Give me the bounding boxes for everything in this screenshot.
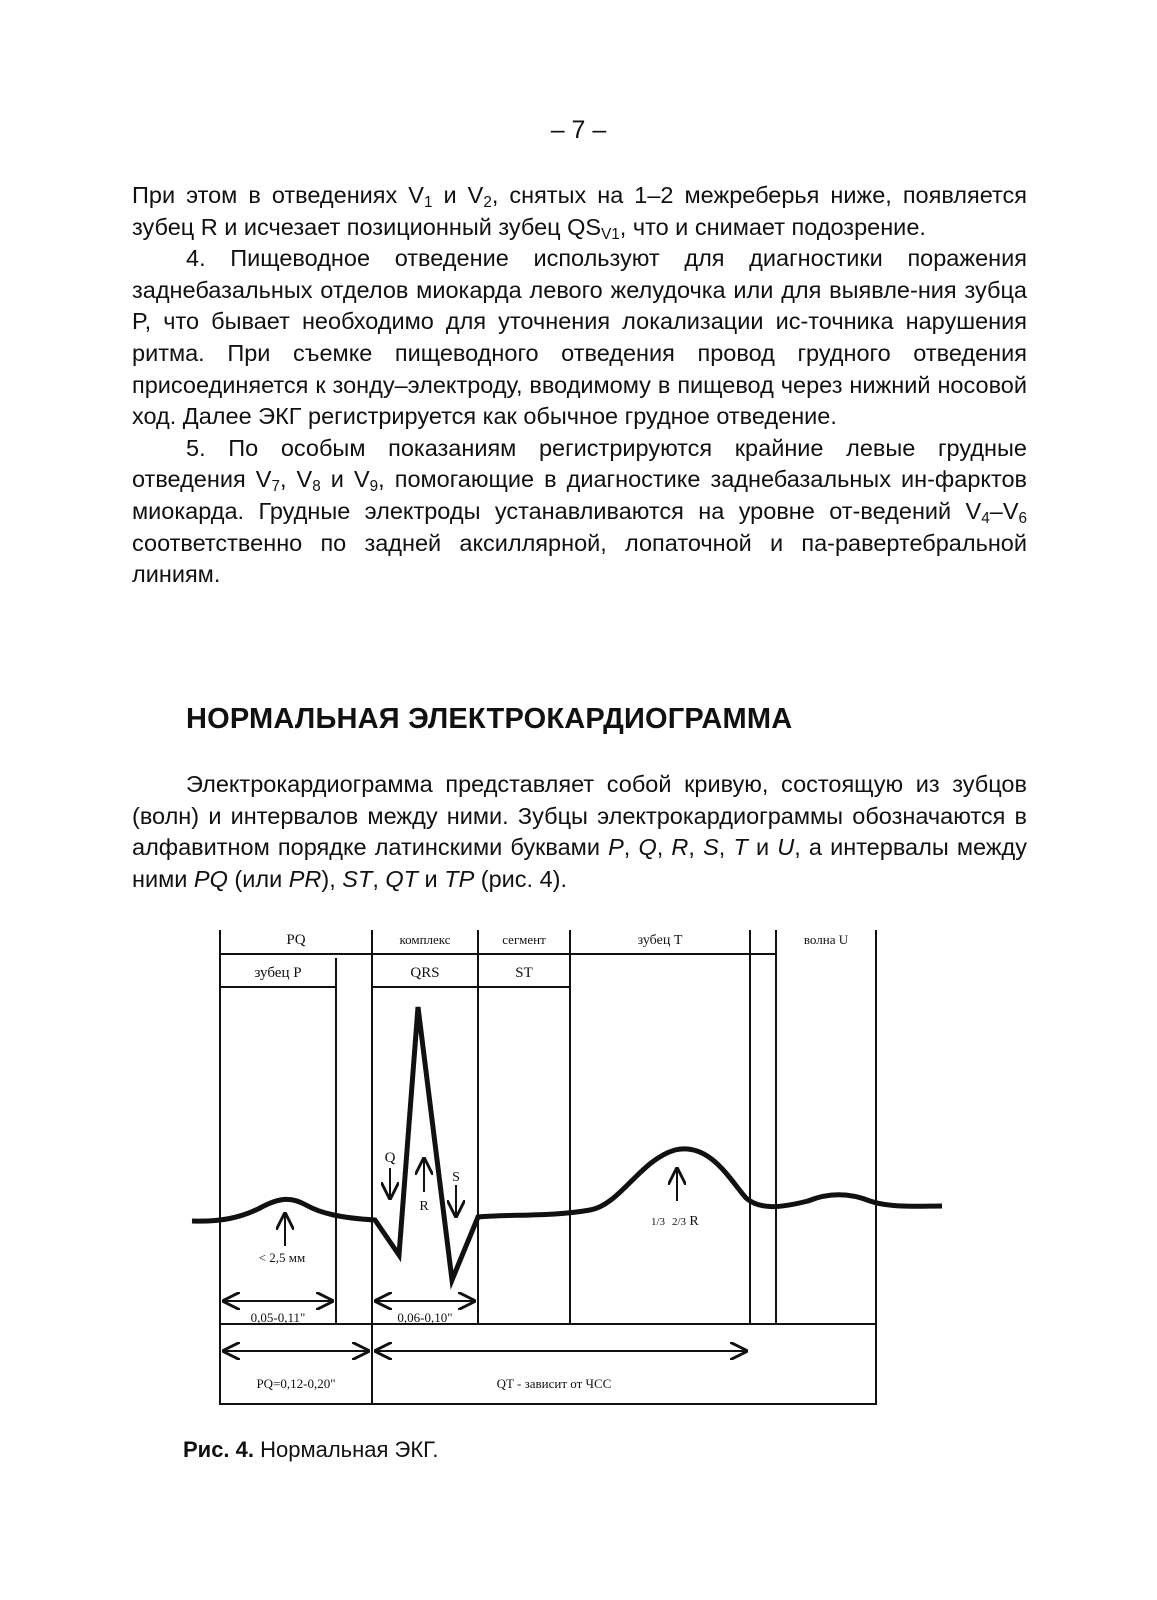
figure-frame [220, 930, 876, 1404]
label-pq-interval: PQ=0,12-0,20" [256, 1376, 336, 1391]
label-t-ratio-r: R [689, 1214, 699, 1229]
label-q: Q [384, 1150, 396, 1166]
paragraph-v1-v2: При этом в отведениях $V_1$ и $V_2$, снятых на 1–2 межреберья ниже, появляется зубец R и исчезает позиционный зубец $QS_{V1}$, что и снимает подозрение. 4. Пищеводное отведение используют для диагностики поражения заднебазальных отделов миокарда левого желудочка или для выявле-ния зубца P, что бывает необходимо для уточнения локализации ис-точника нарушения ритма. При съемке пищеводного отведения провод грудного отведения присоединяется к зонду–электроду, вводимому в пищевод через нижний носовой ход. Далее ЭКГ регистрируется как обычное грудное отведение. 5. По особым показаниям регистрируются крайние левые грудные отведения $V_7$, $V_8$ и $V_9$, помогающие в диагностике заднебазальных ин-фарктов миокарда. Грудные электроды устанавливаются на уровне от-ведений $V_4-V_6$ соответственно по задней аксиллярной, лопаточной и па-равертебральной линиям. [132, 180, 1027, 591]
label-r: R [419, 1199, 429, 1214]
section-heading: НОРМАЛЬНАЯ ЭЛЕКТРОКАРДИОГРАММА [186, 703, 793, 735]
label-qrs-duration: 0,06-0,10" [397, 1310, 453, 1325]
ecg-trace [192, 1007, 942, 1280]
paragraph-esophageal-lead: 4. Пищеводное отведение используют для диагностики поражения заднебазальных отделов миокарда левого желудочка или для выявле-ния зубца P, что бывает необходимо для уточнения локализации ис-точника нарушения ритма. При съемке пищеводного отведения провод грудного отведения присоединяется к зонду–электроду, вводимому в пищевод через нижний носовой ход. Далее ЭКГ регистрируется как обычное грудное отведение. [132, 245, 1027, 430]
ecg-figure [190, 930, 970, 1430]
paragraph-left-chest-leads: 5. По особым показаниям регистрируются крайние левые грудные отведения $V_7$, $V_8$ и $V_9$, помогающие в диагностике заднебазальных ин-фарктов миокарда. Грудные электроды устанавливаются на уровне от-ведений $V_4-V_6$ соответственно по задней аксиллярной, лопаточной и па-равертебральной линиям. [132, 434, 1028, 588]
header-t-wave: зубец T [637, 933, 683, 948]
header-st: ST [515, 965, 533, 981]
figure-caption: Рис. 4. Нормальная ЭКГ. [183, 1437, 439, 1462]
label-s: S [452, 1170, 460, 1185]
label-p-amplitude: < 2,5 мм [258, 1250, 306, 1265]
header-qrs: QRS [410, 965, 440, 981]
header-p-wave: зубец P [254, 965, 302, 981]
label-t-ratio-max: 2/3 [671, 1216, 687, 1228]
header-u-wave: волна U [803, 932, 849, 947]
label-p-duration: 0,05-0,11" [250, 1310, 306, 1325]
header-complex: комплекс [399, 932, 451, 947]
header-segment: сегмент [502, 932, 546, 947]
header-pq: PQ [286, 932, 306, 948]
figure-grid [220, 930, 876, 1404]
label-qt-interval: QT - зависит от ЧСС [496, 1376, 612, 1391]
label-t-ratio-min: 1/3 [650, 1216, 666, 1228]
paragraph-ecg-definition: Электрокардиограмма представляет собой кривую, состоящую из зубцов (волн) и интервалов между ними. Зубцы электрокардиограммы обозначаются в алфавитном порядке латинскими буквами P, Q, R, S, T и U, а интервалы между ними PQ (или PR), ST, QT и TP (рис. 4). [132, 771, 1028, 892]
page-number: – 7 – [550, 116, 607, 144]
